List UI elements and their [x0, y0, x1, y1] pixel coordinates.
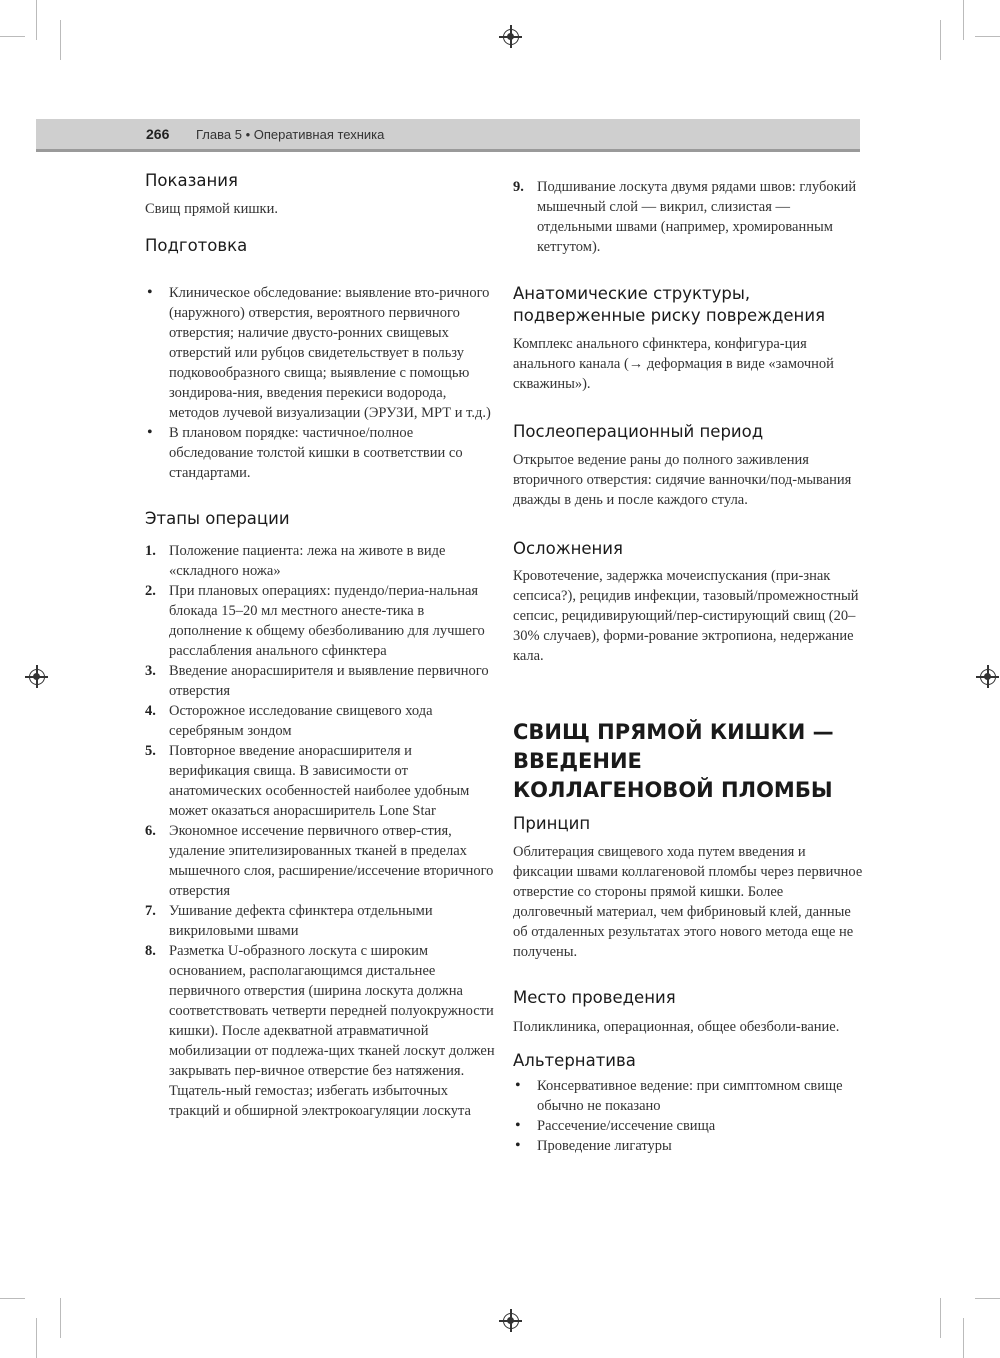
step-text: При плановых операциях: пудендо/периа-нальная блокада 15–20 мл местного анесте-тика в дополнение к общему обезболиванию для лучшего расслабления анального сфинктера — [169, 583, 485, 659]
crop-mark — [0, 36, 25, 37]
alternative-heading: Альтернатива — [513, 1051, 636, 1070]
left-column — [145, 170, 495, 1121]
step-number: 4. — [145, 703, 156, 719]
risk-heading: Анатомические структуры, подверженные риску повреждения — [513, 284, 825, 325]
list-item: • В плановом порядке: частичное/полное обследование толстой кишки в соответствии со стандартами. — [145, 423, 495, 483]
crop-mark — [36, 0, 37, 40]
crop-mark — [940, 1298, 941, 1338]
step-number: 8. — [145, 943, 156, 959]
right-column — [513, 177, 863, 1156]
crop-mark — [975, 1298, 1000, 1299]
preparation-heading: Подготовка — [145, 236, 248, 255]
step-number: 6. — [145, 823, 156, 839]
registration-mark-icon — [980, 669, 996, 685]
list-item — [145, 821, 495, 901]
registration-mark-icon — [503, 29, 519, 45]
list-item: • Клиническое обследование: выявление вто-ричного (наружного) отверстия, вероятного первичного отверстия; наличие двусто-ронних свищевых отверстий или рубцов свидетельствует в пользу подковообразного свища; выявление с помощью зондирова-ния, введения перекиси водорода, методов лучевой визуализации (ЭРУЗИ, МРТ и т.д.) — [145, 283, 495, 423]
crop-mark — [940, 20, 941, 60]
list-item: • Консервативное ведение: при симптомном свище обычно не показано — [513, 1076, 863, 1116]
crop-mark — [963, 1318, 964, 1358]
postop-text: Открытое ведение раны до полного заживления вторичного отверстия: сидячие ванночки/под-мывания дважды в день и после каждого стула. — [513, 452, 852, 508]
step-text: Осторожное исследование свищевого хода серебряным зондом — [169, 703, 433, 739]
registration-mark-icon — [29, 669, 45, 685]
steps-heading: Этапы операции — [145, 509, 290, 528]
page-number: 266 — [146, 126, 170, 142]
step-number: 5. — [145, 743, 156, 759]
list-item — [145, 541, 495, 581]
chapter-title: Глава 5 • Оперативная техника — [196, 127, 385, 142]
crop-mark — [963, 0, 964, 40]
step-text: Подшивание лоскута двумя рядами швов: глубокий мышечный слой — викрил, слизистая — отдельными швами (например, хромированным кетгутом). — [537, 179, 857, 255]
list-item: • Рассечение/иссечение свища — [513, 1116, 863, 1136]
steps-list-continued — [513, 177, 863, 257]
crop-mark — [0, 1298, 25, 1299]
step-text: Разметка U-образного лоскута с широким основанием, располагающимся дистальнее первичного отверстия (ширина лоскута должна соответствовать четверти передней полуокружности кишки). После адекватной атравматичной мобилизации от подлежа-щих тканей лоскут должен закрывать пер-вичное отверстие без натяжения. Тщатель-ный гемостаз; избегать избыточных тракций и обширной электрокоагуляции лоскута — [169, 943, 495, 1119]
registration-mark-icon — [503, 1313, 519, 1329]
crop-mark — [975, 36, 1000, 37]
complications-text: Кровотечение, задержка мочеиспускания (при-знак сепсиса?), рецидив инфекции, тазовый/промежностный сепсис, рецидивирующий/пер-систирующий свищ (20–30% случаев), форми-рование эктропиона, недержание кала. — [513, 568, 859, 664]
step-number: 7. — [145, 903, 156, 919]
step-text: Положение пациента: лежа на животе в виде «складного ножа» — [169, 543, 446, 579]
risk-text: Комплекс анального сфинктера, конфигура-ция анального канала (→ деформация в виде «замочной скважины»). — [513, 336, 834, 392]
step-text: Экономное иссечение первичного отвер-стия, удаление эпителизированных тканей в пределах мышечного слоя, расширение/иссечение вторичного отверстия — [169, 823, 494, 899]
crop-mark — [36, 1318, 37, 1358]
postop-heading: Послеоперационный период — [513, 422, 764, 441]
step-number: 3. — [145, 663, 156, 679]
running-header — [36, 119, 860, 152]
indications-heading: Показания — [145, 171, 238, 190]
list-item — [145, 941, 495, 1121]
section-title: СВИЩ ПРЯМОЙ КИШКИ — ВВЕДЕНИЕ КОЛЛАГЕНОВОЙ ПЛОМБЫ — [513, 720, 834, 802]
step-text: Ушивание дефекта сфинктера отдельными викриловыми швами — [169, 903, 433, 939]
list-item — [145, 581, 495, 661]
complications-heading: Осложнения — [513, 539, 623, 558]
preparation-list — [145, 283, 495, 483]
list-item — [145, 901, 495, 941]
step-text: Введение аноpасширителя и выявление первичного отверстия — [169, 663, 489, 699]
principle-heading: Принцип — [513, 814, 591, 833]
crop-mark — [60, 20, 61, 60]
list-item — [145, 741, 495, 821]
principle-text: Облитерация свищевого хода путем введения и фиксации швами коллагеновой пломбы через первичное отверстие со стороны прямой кишки. Более долговечный материал, чем фибриновый клей, данные об отдаленных результатах этого нового метода еще не получены. — [513, 844, 863, 960]
list-item — [145, 661, 495, 701]
list-item — [145, 701, 495, 741]
list-item — [513, 177, 863, 257]
step-text: Повторное введение аноpасширителя и верификация свища. В зависимости от анатомических особенностей наиболее удобным может оказаться аноpасширитель Lone Star — [169, 743, 470, 819]
steps-list — [145, 541, 495, 1121]
step-number: 9. — [513, 179, 524, 195]
list-item: • Проведение лигатуры — [513, 1136, 863, 1156]
place-heading: Место проведения — [513, 988, 676, 1007]
alternative-list — [513, 1076, 863, 1156]
step-number: 2. — [145, 583, 156, 599]
indications-text: Свищ прямой кишки. — [145, 201, 278, 217]
place-text: Поликлиника, операционная, общее обезболи-вание. — [513, 1019, 840, 1035]
crop-mark — [60, 1298, 61, 1338]
step-number: 1. — [145, 543, 156, 559]
